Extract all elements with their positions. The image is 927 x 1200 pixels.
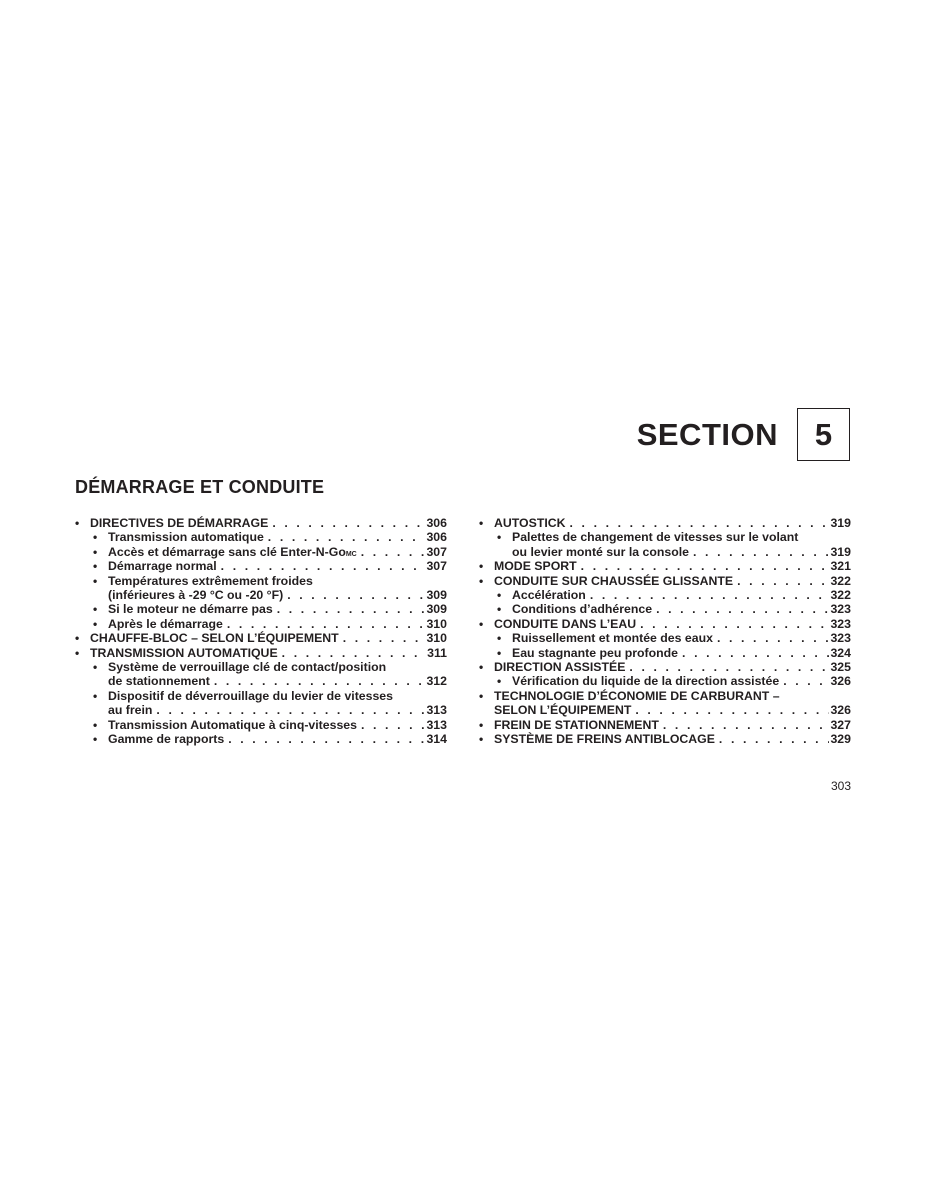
toc-page-number: 323: [830, 631, 851, 646]
dot-leader: [361, 718, 425, 732]
toc-entry: • Accès et démarrage sans clé Enter-N-Go MC . . . 307: [75, 545, 447, 559]
bullet-icon: •: [93, 602, 98, 617]
toc-entry-title: CONDUITE SUR CHAUSSÉE GLISSANTE: [494, 573, 734, 588]
bullet-icon: •: [497, 674, 502, 689]
dot-leader: [156, 703, 425, 717]
toc-page-number: 325: [830, 660, 851, 675]
toc-entry: [479, 646, 851, 660]
bullet-icon: •: [75, 516, 80, 530]
toc-entry-title: Eau stagnante peu profonde: [512, 645, 679, 660]
toc-page-number: 321: [830, 559, 851, 574]
bullet-icon: •: [497, 530, 502, 545]
toc-entry-title: SELON L’ÉQUIPEMENT: [494, 703, 632, 718]
toc-page-number: 306: [426, 530, 447, 545]
toc-page-number: 319: [830, 516, 851, 530]
toc-entry-title: Après le démarrage: [108, 616, 223, 631]
toc-entry-title: Ruissellement et montée des eaux: [512, 631, 713, 646]
toc-page-number: 306: [426, 516, 447, 530]
dot-leader: [635, 703, 829, 717]
toc-entry: [75, 689, 447, 718]
dot-leader: [737, 574, 829, 588]
bullet-icon: •: [479, 516, 484, 530]
bullet-icon: •: [93, 660, 98, 675]
toc-entry: [479, 530, 851, 559]
toc-entry-title: CHAUFFE-BLOC – SELON L’ÉQUIPEMENT: [90, 631, 339, 646]
bullet-icon: •: [479, 559, 484, 574]
dot-leader: [227, 617, 426, 631]
bullet-icon: •: [93, 530, 98, 545]
toc-page-number: 309: [426, 588, 447, 603]
toc-entry-title: Système de verrouillage clé de contact/position: [108, 660, 387, 675]
section-number-box: [797, 408, 850, 461]
toc-entry: [479, 660, 851, 674]
bullet-icon: •: [75, 631, 80, 646]
toc-entry: [479, 617, 851, 631]
toc-entry-title: Transmission Automatique à cinq-vitesses: [108, 717, 357, 732]
toc-entry-title: Gamme de rapports: [108, 732, 225, 747]
toc-left-column: [75, 516, 447, 747]
bullet-icon: •: [93, 717, 98, 732]
dot-leader: [663, 718, 830, 732]
bullet-icon: •: [479, 717, 484, 732]
dot-leader: [590, 588, 830, 602]
toc-entry-title: Températures extrêmement froides: [108, 573, 313, 588]
bullet-icon: •: [93, 732, 98, 747]
bullet-icon: •: [93, 559, 98, 574]
dot-leader: [570, 516, 830, 530]
toc-entry: [479, 689, 851, 718]
toc-entry-title: Palettes de changement de vitesses sur le volant: [512, 530, 799, 545]
toc-page-number: 312: [426, 674, 447, 689]
toc-entry-title: Conditions d’adhérence: [512, 602, 653, 617]
toc-page-number: 307: [426, 559, 447, 574]
toc-page-number: 323: [830, 616, 851, 631]
dot-leader: [214, 674, 426, 688]
dot-leader: [717, 631, 830, 645]
dot-leader: [277, 602, 426, 616]
bullet-icon: •: [497, 645, 502, 660]
dot-leader: [268, 530, 426, 544]
toc-entry: [479, 559, 851, 573]
bullet-icon: •: [93, 688, 98, 703]
dot-leader: [682, 646, 829, 660]
toc-entry: [75, 646, 447, 660]
dot-leader: [221, 559, 426, 573]
toc-entry: [75, 718, 447, 732]
toc-entry-title: AUTOSTICK: [494, 516, 566, 530]
bullet-icon: •: [93, 544, 98, 559]
toc-page-number: 311: [427, 645, 447, 660]
dot-leader: [719, 732, 830, 746]
dot-leader: [581, 559, 830, 573]
bullet-icon: •: [479, 688, 484, 703]
toc-entry-title: FREIN DE STATIONNEMENT: [494, 717, 659, 732]
bullet-icon: •: [497, 631, 502, 646]
bullet-icon: •: [93, 573, 98, 588]
toc-page-number: 324: [830, 645, 851, 660]
toc-entry-title: au frein: [108, 703, 153, 718]
toc-entry-title: TECHNOLOGIE D’ÉCONOMIE DE CARBURANT –: [494, 688, 780, 703]
toc-entry-title: Transmission automatique: [108, 530, 264, 545]
toc-page-number: 309: [426, 602, 447, 617]
toc-entry: [75, 732, 447, 746]
toc-entry-title: Démarrage normal: [108, 559, 217, 574]
toc-entry-title: de stationnement: [108, 674, 210, 689]
toc-entry-title: MODE SPORT: [494, 559, 577, 574]
dot-leader: [282, 646, 427, 660]
toc-entry: [75, 660, 447, 689]
toc-entry-title: Accélération: [512, 588, 586, 603]
bullet-icon: •: [497, 588, 502, 603]
toc-entry: [479, 574, 851, 588]
dot-leader: [343, 631, 426, 645]
bullet-icon: •: [75, 645, 80, 660]
toc-entry-title: TRANSMISSION AUTOMATIQUE: [90, 645, 278, 660]
toc-page-number: 313: [426, 717, 447, 732]
bullet-icon: •: [479, 573, 484, 588]
toc-page-number: 327: [830, 717, 851, 732]
bullet-icon: •: [497, 602, 502, 617]
toc-entry: [479, 674, 851, 688]
bullet-icon: •: [479, 732, 484, 747]
dot-leader: [656, 602, 829, 616]
toc-right-column: [479, 516, 851, 747]
toc-entry: [75, 574, 447, 603]
toc-entry: [479, 631, 851, 645]
toc-entry-title: Si le moteur ne démarre pas: [108, 602, 273, 617]
toc-page-number: 313: [426, 703, 447, 718]
toc-page-number: 322: [830, 573, 851, 588]
bullet-icon: •: [479, 660, 484, 675]
toc-entry: [479, 718, 851, 732]
section-label: SECTION: [636, 416, 778, 452]
toc-page-number: 323: [830, 602, 851, 617]
dot-leader: [287, 588, 425, 602]
toc-page-number: 326: [830, 703, 851, 718]
section-number: 5: [814, 416, 833, 452]
toc-page-number: 314: [426, 732, 447, 747]
toc-entry-title: CONDUITE DANS L’EAU: [494, 616, 637, 631]
toc-entry: [479, 732, 851, 746]
toc-page-number: 310: [426, 631, 447, 646]
bullet-icon: •: [479, 616, 484, 631]
toc-entry: [75, 559, 447, 573]
toc-entry: [75, 530, 447, 544]
dot-leader: [228, 732, 425, 746]
toc-page-number: 329: [830, 732, 851, 747]
toc-entry: [479, 602, 851, 616]
dot-leader: [272, 516, 425, 530]
toc-entry: [75, 516, 447, 530]
toc-entry-title: DIRECTION ASSISTÉE: [494, 660, 626, 675]
dot-leader: [361, 545, 426, 559]
dot-leader: [783, 674, 829, 688]
toc-entry-title: (inférieures à -29 °C ou -20 °F): [108, 588, 284, 603]
dot-leader: [640, 617, 829, 631]
dot-leader: [629, 660, 829, 674]
toc-page-number: 322: [830, 588, 851, 603]
toc-entry: [479, 588, 851, 602]
toc-entry-title: Accès et démarrage sans clé Enter-N-Go: [108, 544, 346, 559]
bullet-icon: •: [93, 616, 98, 631]
toc-entry: [75, 602, 447, 616]
toc-entry-title: ou levier monté sur la console: [512, 544, 689, 559]
toc-page-number: 310: [426, 616, 447, 631]
section-header: [637, 408, 850, 461]
toc-entry: [479, 516, 851, 530]
toc-entry: [75, 617, 447, 631]
toc-page-number: 307: [426, 544, 447, 559]
dot-leader: [693, 545, 829, 559]
toc-page-number: 319: [830, 544, 851, 559]
toc-entry-title: Dispositif de déverrouillage du levier de vitesses: [108, 688, 393, 703]
toc-entry-title: SYSTÈME DE FREINS ANTIBLOCAGE: [494, 732, 715, 747]
toc-entry-title: DIRECTIVES DE DÉMARRAGE: [90, 516, 269, 530]
page-number: 303: [830, 779, 851, 793]
chapter-title: DÉMARRAGE ET CONDUITE: [75, 477, 325, 497]
toc-entry: [75, 631, 447, 645]
toc-entry-title: Vérification du liquide de la direction assistée: [512, 674, 780, 689]
toc-page-number: 326: [830, 674, 851, 689]
